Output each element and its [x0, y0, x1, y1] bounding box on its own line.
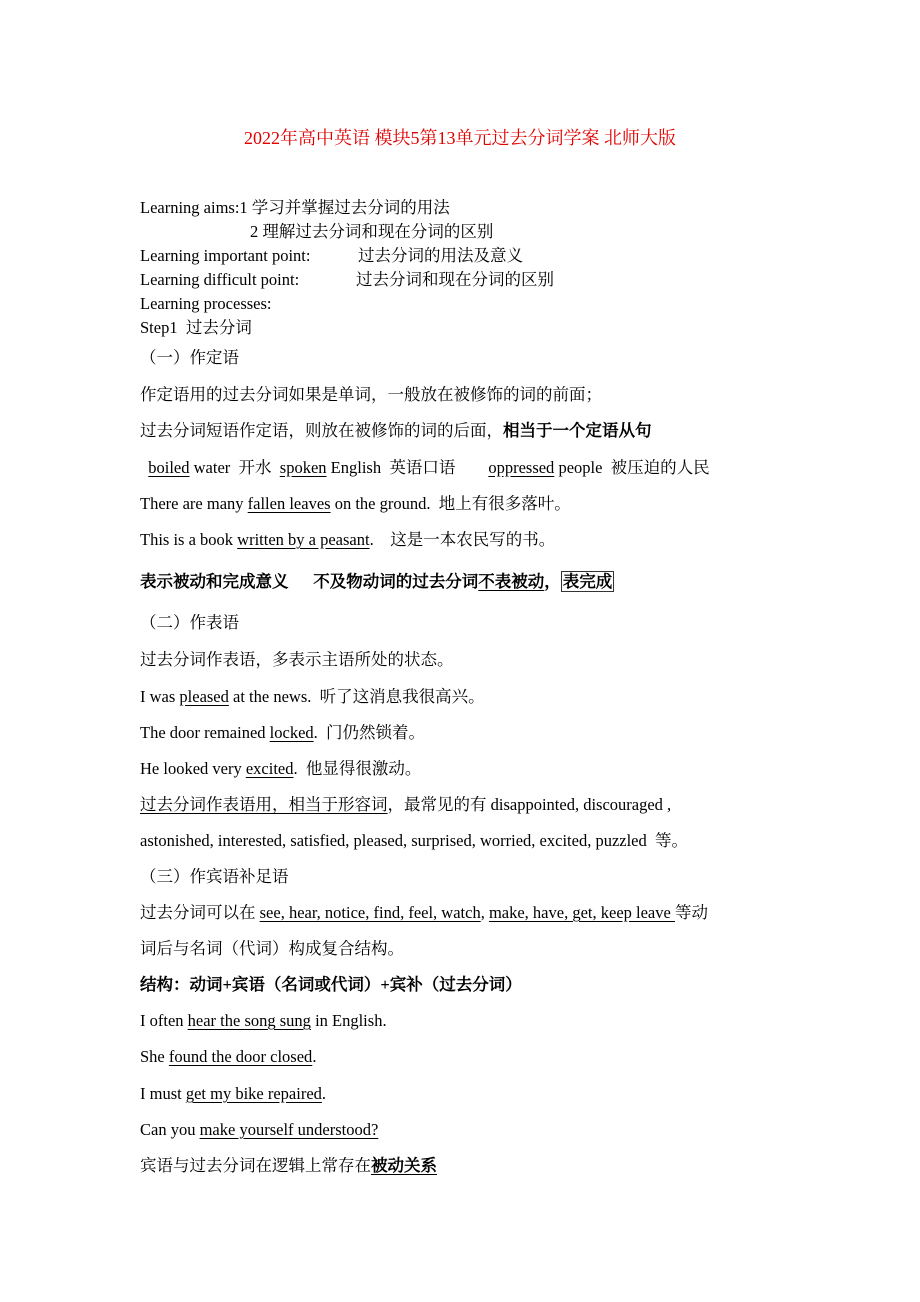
text-segment: Learning important point: [140, 246, 311, 265]
underlined-text: get my bike repaired [185, 1084, 322, 1103]
underlined-text: oppressed [488, 458, 555, 477]
text-segment: She [140, 1047, 169, 1066]
text-line [140, 384, 602, 406]
text-segment: at the news. 听了这消息我很高兴。 [228, 687, 485, 706]
text-segment: 过去分词的用法及意义 [358, 246, 523, 265]
text-segment: 过去分词作表语，多表示主语所处的状态。 [140, 650, 454, 669]
text-segment: Learning aims:1 学习并掌握过去分词的用法 [140, 198, 450, 217]
bold-text: 表完成 [562, 572, 613, 591]
bold-text: 结构：动词+宾语（名词或代词）+宾补（过去分词） [140, 975, 522, 994]
text-segment: 过去分词和现在分词的区别 [356, 270, 554, 289]
underlined-text: hear the song sung [187, 1011, 311, 1030]
underlined-text: see, hear, notice, find, feel, watch [259, 903, 481, 922]
bold-text: 相当于一个定语从句 [503, 421, 652, 440]
underlined-text: pleased [179, 687, 229, 706]
text-segment: Learning difficult point: [140, 270, 300, 289]
text-line [140, 493, 571, 515]
text-segment: 过去分词短语作定语，则放在被修饰的词的后面， [140, 421, 503, 440]
underlined-text: excited [245, 759, 294, 778]
text-line [140, 938, 404, 960]
text-line [140, 974, 522, 996]
text-line [140, 1010, 387, 1032]
underlined-text: found the door closed [168, 1047, 313, 1066]
text-line [140, 571, 614, 593]
text-line [140, 649, 454, 671]
text-segment: English 英语口语 [326, 458, 489, 477]
text-line [140, 1046, 316, 1068]
text-line [140, 347, 239, 369]
text-segment: , [480, 903, 489, 922]
underlined-text: 不表被动 [478, 572, 545, 591]
text-segment: 等动 [674, 903, 708, 922]
text-line [140, 758, 421, 780]
text-segment: I often [140, 1011, 188, 1030]
underlined-text: boiled [148, 458, 190, 477]
text-line [140, 612, 239, 634]
text-line [140, 197, 450, 219]
text-line [140, 317, 252, 339]
underlined-text: spoken [279, 458, 327, 477]
text-line [140, 902, 708, 924]
text-line [140, 293, 272, 315]
underlined-text: locked [269, 723, 314, 742]
text-segment: This is a book [140, 530, 238, 549]
text-line [140, 830, 688, 852]
text-segment: 过去分词可以在 [140, 903, 260, 922]
text-segment: Learning processes: [140, 294, 272, 313]
text-segment: 词后与名词（代词）构成复合结构。 [140, 939, 404, 958]
text-segment: ，最常见的有 disappointed, discouraged , [387, 795, 672, 814]
text-line [140, 457, 710, 479]
underlined-text: make yourself understood? [199, 1120, 379, 1139]
text-segment: （二）作表语 [140, 613, 239, 632]
text-line [140, 794, 671, 816]
text-segment: . 这是一本农民写的书。 [369, 530, 556, 549]
text-line [250, 221, 493, 243]
text-segment: water 开水 [189, 458, 280, 477]
text-segment: people 被压迫的人民 [554, 458, 710, 477]
underlined-text: 过去分词作表语用，相当于形容词 [140, 795, 388, 814]
text-segment: There are many [140, 494, 248, 513]
document-title: 2022年高中英语 模块5第13单元过去分词学案 北师大版 [244, 128, 676, 148]
text-line [140, 1083, 326, 1105]
text-segment: He looked very [140, 759, 246, 778]
text-segment: Step1 过去分词 [140, 318, 252, 337]
text-segment [140, 458, 148, 477]
underlined-text: 被动关系 [371, 1156, 437, 1175]
underlined-text: make, have, get, keep leave [488, 903, 675, 922]
text-line [140, 245, 523, 267]
bold-text: 表示被动和完成意义 不及物动词的过去分词 [140, 572, 479, 591]
text-segment: . [321, 1084, 327, 1103]
underlined-text: written by a peasant [237, 530, 370, 549]
text-line [140, 1155, 437, 1177]
text-segment: in English. [310, 1011, 387, 1030]
bold-text: ， [544, 572, 561, 591]
text-segment: 宾语与过去分词在逻辑上常存在 [140, 1156, 371, 1175]
text-segment: Can you [140, 1120, 200, 1139]
text-segment: . [312, 1047, 317, 1066]
underlined-text: fallen leaves [247, 494, 331, 513]
text-line [140, 866, 289, 888]
text-line [140, 1119, 378, 1141]
text-segment: I was [140, 687, 180, 706]
text-segment: . 他显得很激动。 [293, 759, 422, 778]
text-segment: I must [140, 1084, 186, 1103]
text-line [140, 686, 485, 708]
text-segment: 作定语用的过去分词如果是单词，一般放在被修饰的词的前面； [140, 385, 602, 404]
text-segment: astonished, interested, satisfied, pleased, surprised, worried, excited, puzzled 等。 [140, 831, 689, 850]
text-segment: on the ground. 地上有很多落叶。 [330, 494, 571, 513]
text-segment: （三）作宾语补足语 [140, 867, 289, 886]
text-line [140, 722, 425, 744]
text-line [140, 269, 554, 291]
text-line [140, 529, 555, 551]
text-segment: . 门仍然锁着。 [313, 723, 426, 742]
text-segment: （一）作定语 [140, 348, 239, 367]
text-line [140, 420, 652, 442]
text-segment: 2 理解过去分词和现在分词的区别 [250, 222, 494, 241]
text-segment: The door remained [140, 723, 270, 742]
